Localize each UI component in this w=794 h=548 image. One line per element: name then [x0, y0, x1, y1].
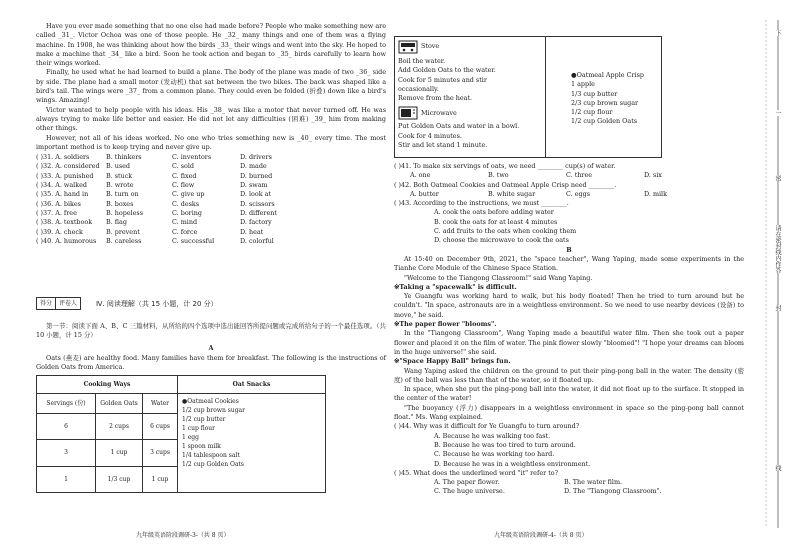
list-item: Stir and let stand 1 minute. — [398, 141, 488, 150]
passage-b-paragraph: At 15:40 on December 9th, 2021, the "space teacher", Wang Yaping, made some experiments in the Tianhe Core Module of the Chinese Space Station. — [394, 254, 744, 273]
option-text: ( )37. A. free — [36, 208, 77, 217]
question-41: ( )41. To make six servings of oats, we need ________ cup(s) of water. — [394, 162, 616, 170]
option-row — [36, 153, 386, 162]
list-item: 1/3 cup butter — [571, 89, 618, 98]
table-cell: 1 cup — [143, 466, 178, 492]
passage-b-heading: ※Taking a "spacewalk" is difficult. — [394, 282, 517, 291]
right-page — [394, 0, 744, 548]
option-text: ( )34. A. walked — [36, 181, 87, 190]
passage-b-paragraph: "The buoyancy (浮力) disappears in a weightless environment in space so the ping-pong ball cannot float." Ms. Wang explained. — [394, 403, 744, 422]
list-item: 1 apple — [571, 80, 595, 89]
option-text: B. turn on — [106, 190, 139, 199]
passage-a-intro: Oats (燕麦) are healthy food. Many families have them for breakfast. The following is the instructions of Golden Oats from America. — [36, 354, 386, 372]
list-item: D. six — [644, 171, 662, 180]
option-row — [36, 228, 386, 237]
list-item: B. white sugar — [488, 189, 536, 198]
list-item: Put Golden Oats and water in a bowl. — [398, 122, 520, 131]
side-mark: 下 — [774, 30, 781, 36]
list-item: 1 spoon milk — [182, 443, 221, 450]
instructions-box — [394, 36, 662, 158]
list-item: A. butter — [410, 189, 439, 198]
list-item: 1/2 cup brown sugar — [182, 407, 245, 414]
option-text: ( )33. A. punished — [36, 171, 94, 180]
option-text: B. careless — [106, 236, 142, 245]
list-item: 1/2 cup Golden Oats — [182, 461, 245, 468]
list-item: B. Because he was too tired to turn around. — [434, 440, 576, 449]
list-item: Add Golden Oats to the water. — [398, 66, 496, 75]
option-text: D. scissors — [240, 199, 275, 208]
table-cell: 1/3 cup — [96, 466, 143, 492]
list-item: C. Because he was working too hard. — [434, 450, 555, 459]
option-text: C. force — [172, 227, 198, 236]
cloze-paragraph-4: However, not all of his ideas worked. No one who tries something new is _40_ every time. The most important method is to keep trying and never give up. — [36, 133, 386, 151]
stove-label: Stove — [421, 42, 440, 51]
option-text: D. heat — [240, 227, 264, 236]
list-item: Remove from the heat. — [398, 94, 473, 103]
option-text: D. drivers — [240, 153, 272, 162]
list-item: Boil the water. — [398, 57, 446, 65]
cloze-paragraph-3: Victor wanted to help people with his ideas. His _38_ was like a motor that never turned off. He was always trying to make life better and easier. He did not let any difficulties (困难) _39_ him from making other things. — [36, 105, 386, 133]
question-44-options — [394, 432, 744, 469]
side-mark: 密 — [774, 175, 781, 181]
stove-steps — [398, 57, 528, 103]
option-text: D. factory — [240, 218, 272, 227]
option-text: D. colorful — [240, 236, 274, 245]
list-item: B. cook the oats for at least 4 minutes — [434, 217, 558, 226]
option-text: ( )38. A. textbook — [36, 218, 93, 227]
option-text: D. look at — [240, 190, 271, 199]
list-item: C. add fruits to the oats when cooking them — [434, 227, 577, 236]
list-item: ●Oatmeal Cookies — [182, 398, 239, 405]
list-item: C. eggs — [566, 189, 590, 198]
section-title: Ⅳ. 阅读理解（共 15 小题，计 20 分） — [96, 300, 218, 308]
option-text: D. burned — [240, 171, 273, 180]
table-cell: 3 — [37, 440, 96, 466]
side-mark: 封 — [774, 305, 781, 311]
question-44: ( )44. Why was it difficult for Ye Guangfu to turn around? — [394, 422, 580, 431]
option-text: B. thinkers — [106, 153, 142, 162]
option-text: C. desks — [172, 199, 200, 208]
golden-oats-header: Golden Oats — [96, 394, 143, 414]
table-cell: 1 — [37, 466, 96, 492]
stove-section — [398, 40, 528, 150]
passage-b-paragraph: In the "Tiangong Classroom", Wang Yaping made a beautiful water film. Then she took out a paper flower and placed it on the film of water. The pink flower slowly "bloomed"! "I hope your dreams can bloom in the huge universe!" she said. — [394, 329, 744, 356]
option-text: B. hopeless — [106, 208, 143, 217]
option-text: ( )32. A. considered — [36, 162, 100, 171]
passage-b-paragraph: Wang Yaping asked the children on the ground to put their ping-pong ball in the water. The density (密度) of the ball was less than that of the water, so it floated up. — [394, 366, 744, 384]
water-header: Water — [143, 394, 178, 414]
option-text: ( )36. A. bikes — [36, 199, 81, 208]
table-cell: 6 cups — [143, 414, 178, 440]
passage-b-heading: ※The paper flower "blooms". — [394, 320, 497, 329]
list-item: A. one — [410, 171, 431, 180]
list-item: 1/2 cup flour — [571, 108, 613, 117]
passage-b-paragraph: In space, when she put the ping-pong ball into the water, it did not float up to the surface. It stopped in the center of the water! — [394, 385, 744, 403]
option-text: C. mind — [172, 218, 198, 227]
questions-a — [394, 162, 744, 246]
side-notice: 请在密封线内作答 — [774, 225, 781, 273]
microwave-steps — [398, 122, 528, 150]
servings-header: Servings (份) — [37, 394, 96, 414]
option-text: ( )39. A. check — [36, 227, 83, 236]
question-45: ( )45. What does the underlined word "it" refer to? — [394, 468, 559, 477]
option-text: B. wrote — [106, 181, 134, 190]
option-text: B. flag — [106, 218, 127, 227]
table-cell: 3 cups — [143, 440, 178, 466]
option-text: B. stuck — [106, 171, 133, 180]
score-box — [36, 297, 81, 310]
list-item: 1/4 tablespoon salt — [182, 452, 240, 459]
cloze-paragraph-1: Have you ever made something that no one else had made before? People who make something new are called _31_. Victor Ochoa was one of those people. He _32_ many things and one of them was a flying machine. In 1908, he was thinking about how the birds _33_ their wings and went into the sky. He hoped to make a machine that _34_ like a bird. Soon he took action and began to _35_ birds carefully to learn how their wings worked. — [36, 22, 386, 68]
option-text: D. swam — [240, 181, 268, 190]
microwave-label: Microwave — [421, 108, 457, 117]
option-row — [36, 218, 386, 227]
option-text: B. prevent — [106, 227, 140, 236]
list-item: 1 egg — [182, 434, 199, 441]
option-text: D. made — [240, 162, 267, 171]
list-item: 1/2 cup butter — [182, 416, 226, 423]
table-cell: 6 — [37, 414, 96, 440]
apple-crisp-recipe — [571, 71, 644, 127]
list-item: Cook for 4 minutes. — [398, 131, 462, 140]
option-row — [36, 209, 386, 218]
list-item: Cook for 5 minutes and stir occasionally. — [398, 75, 487, 93]
option-row — [36, 237, 386, 246]
question-42-options — [394, 190, 744, 199]
oats-table — [36, 375, 326, 493]
list-item: A. The paper flower. — [434, 478, 500, 487]
passage-b-paragraph: "Welcome to the Tiangong Classroom!" said Wang Yaping. — [404, 273, 593, 282]
passage-b-heading: ※"Space Happy Ball" brings fun. — [394, 357, 511, 366]
option-text: C. flew — [172, 181, 195, 190]
oat-snacks-header: Oat Snacks — [178, 376, 326, 394]
list-item: C. The huge universe. — [434, 487, 505, 496]
option-row — [36, 190, 386, 199]
option-row — [36, 172, 386, 181]
list-item: D. choose the microwave to cook the oats — [434, 236, 569, 245]
side-mark: 线 — [774, 465, 781, 471]
list-item: ●Oatmeal Apple Crisp — [571, 71, 644, 79]
page-footer: 九年级英语阶段调研-4-（共 8 页） — [494, 531, 588, 539]
passage-cloze — [36, 22, 386, 152]
question-41-options — [394, 171, 744, 180]
option-text: C. inventors — [172, 153, 212, 162]
list-item: A. Because he was walking too fast. — [434, 431, 551, 440]
question-43: ( )43. According to the instructions, we must ________. — [394, 199, 569, 208]
option-text: C. successful — [172, 236, 215, 245]
table-cell: 2 cups — [96, 414, 143, 440]
list-item: D. Because he was in a weightless environment. — [434, 459, 591, 468]
question-43-options — [394, 208, 744, 245]
list-item: C. three — [566, 171, 593, 180]
list-item: 2/3 cup brown sugar — [571, 98, 639, 107]
option-text: D. different — [240, 208, 277, 217]
passage-b-paragraph: Ye Guangfu was working hard to walk, but his body floated! Then he tried to turn around but he couldn't. "In space, astronauts are in a weightless environment. So we need to use nearby devices (设备) to move," he said. — [394, 292, 744, 319]
option-text: ( )35. A. hand in — [36, 190, 89, 199]
option-text: C. give up — [172, 190, 205, 199]
list-item: B. The water film. — [564, 478, 623, 487]
list-item: 1 cup flour — [182, 425, 216, 432]
passage-a-label: A — [208, 344, 214, 352]
page-footer: 九年级英语阶段调研-3-（共 8 页） — [136, 531, 230, 539]
passage-b-label: B — [566, 245, 572, 254]
stove-icon — [398, 40, 418, 54]
cloze-options — [36, 153, 386, 246]
option-row — [36, 200, 386, 209]
option-row — [36, 181, 386, 190]
list-item: 1/2 cup Golden Oats — [571, 117, 638, 126]
table-cell: 1 cup — [96, 440, 143, 466]
option-text: C. boring — [172, 208, 202, 217]
question-45-options — [394, 478, 744, 497]
option-text: C. sold — [172, 162, 194, 171]
option-text: C. fixed — [172, 171, 197, 180]
option-text: B. boxes — [106, 199, 134, 208]
microwave-icon — [398, 106, 418, 120]
list-item: D. milk — [644, 189, 667, 198]
cloze-paragraph-2: Finally, he used what he had learned to build a plane. The body of the plane was made of two _36_ side by side. The plane had a small motor (发动机) that sat between the two bikes. The back was shaped like a bird's tail. The wings were _37_ from a common plane. They could even be folded (折叠) down like a bird's wings. Amazing! — [36, 68, 386, 105]
cookies-recipe — [178, 394, 326, 493]
score-label: 得分 — [37, 298, 56, 309]
option-text: B. used — [106, 162, 131, 171]
reading-intro: 第一节：阅读下面 A、B、C 三篇材料，从所给的四个选项中选出能回答所提问题或完成所给句子的一个最佳选项。（共 10 小题，计 15 分） — [36, 322, 386, 340]
option-text: ( )40. A. humorous — [36, 236, 97, 245]
grader-label: 评卷人 — [59, 300, 78, 307]
question-42: ( )42. Both Oatmeal Cookies and Oatmeal Apple Crisp need ________. — [394, 180, 617, 189]
cooking-ways-header: Cooking Ways — [37, 376, 178, 394]
list-item: A. cook the oats before adding water — [434, 208, 554, 217]
left-page — [36, 0, 386, 548]
option-text: ( )31. A. soldiers — [36, 153, 90, 162]
side-mark: 一 — [774, 110, 781, 116]
list-item: D. The "Tiangong Classroom". — [564, 487, 662, 496]
binding-margin — [762, 0, 794, 548]
list-item: B. two — [488, 171, 509, 180]
option-row — [36, 162, 386, 171]
